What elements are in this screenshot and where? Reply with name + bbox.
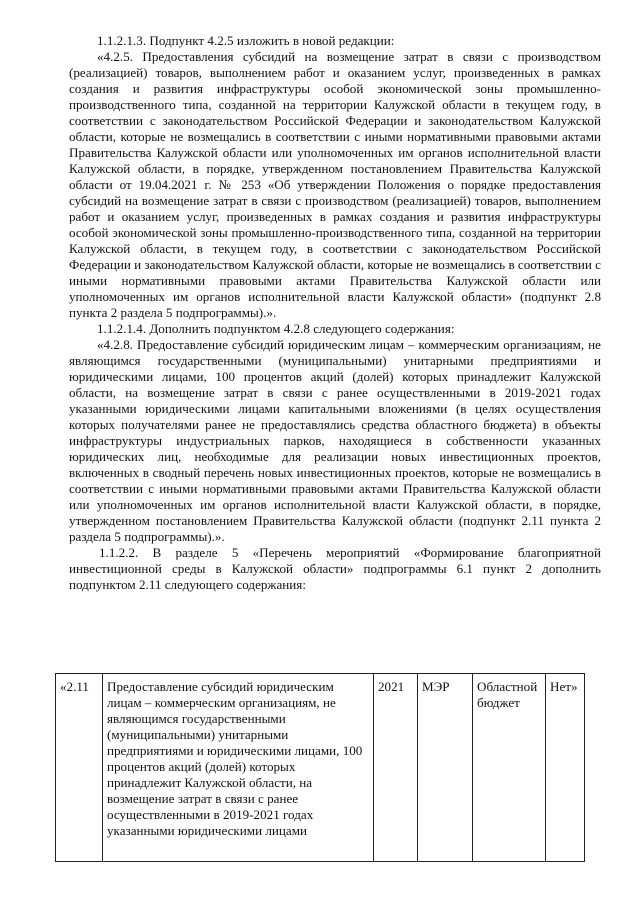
cell-flag: Нет» xyxy=(546,674,585,862)
cell-number: «2.11 xyxy=(56,674,103,862)
paragraph-1-1-2-1-4: 1.1.2.1.4. Дополнить подпунктом 4.2.8 следующего содержания: xyxy=(97,321,455,336)
cell-executor: МЭР xyxy=(418,674,473,862)
cell-funding-source: Областной бюджет xyxy=(473,674,546,862)
paragraph-4-2-8: «4.2.8. Предоставление субсидий юридическим лицам – коммерческим организациям, не являющимся государственными (муниципальными) унитарными предприятиями и юридическими лицами, 100 процентов акций (долей) которых принадлежит Калужской области, на возмещение затрат в связи с ранее осуществленными в 2019-2021 годах указанными юридическими лицами капитальными вложениями (в целях осуществления которых получателями ранее не предоставлялись средства областного бюджета) в объекты инфраструктуры индустриальных парков, находящиеся в собственности указанных юридических лиц, необходимые для реализации новых инвестиционных проектов, включенных в сводный перечень новых инвестиционных проектов, которые не возмещались в соответствии с иными нормативными правовыми актами Правительства Калужской области или уполномоченных им органов исполнительной власти Калужской области, в порядке, утвержденном постановлением Правительства Калужской области (подпункт 2.11 пункта 2 раздела 5 подпрограммы).». xyxy=(69,337,601,544)
paragraph-1-1-2-1-3: 1.1.2.1.3. Подпункт 4.2.5 изложить в новой редакции: xyxy=(97,33,395,48)
cell-description: Предоставление субсидий юридическим лицам – коммерческим организациям, не являющимся государственными (муниципальными) унитарными предприятиями и юридическими лицами, 100 процентов акций (долей) которых принадлежит Калужской области, на возмещение затрат в связи с ранее осуществленными в 2019-2021 годах указанными юридическими лицами xyxy=(103,674,374,862)
document-body xyxy=(69,33,601,593)
paragraph-1-1-2-2: 1.1.2.2. В разделе 5 «Перечень мероприятий «Формирование благоприятной инвестиционной среды в Калужской области» подпрограммы 6.1 пункт 2 дополнить подпунктом 2.11 следующего содержания: xyxy=(69,545,601,592)
paragraph-4-2-5: «4.2.5. Предоставления субсидий на возмещение затрат в связи с производством (реализацией) товаров, выполнением работ и оказанием услуг, произведенных в рамках создания и развития инфраструктуры особой экономической зоны промышленно-производственного типа, созданной на территории Калужской области в текущем году, в соответствии с законодательством Российской Федерации и законодательством Калужской области, которые не возмещались в соответствии с иными нормативными правовыми актами Правительства Калужской области или уполномоченных им органов исполнительной власти Калужской области, в порядке, утвержденном постановлением Правительства Калужской области от 19.04.2021 г. № 253 «Об утверждении Положения о порядке предоставления субсидий на возмещение затрат в связи с производством (реализацией) товаров, выполнением работ и оказанием услуг, произведенных в рамках создания и развития инфраструктуры особой экономической зоны промышленно-производственного типа, созданной на территории Калужской области, в текущем году, в соответствии с законодательством Российской Федерации и законодательством Калужской области, которые не возмещались в соответствии с иными нормативными правовыми актами Правительства Калужской области или уполномоченных им органов исполнительной власти Калужской области» (подпункт 2.8 пункта 2 раздела 5 подпрограммы).». xyxy=(69,49,601,320)
measures-table xyxy=(55,673,585,862)
table-row xyxy=(56,674,585,862)
cell-year: 2021 xyxy=(374,674,418,862)
